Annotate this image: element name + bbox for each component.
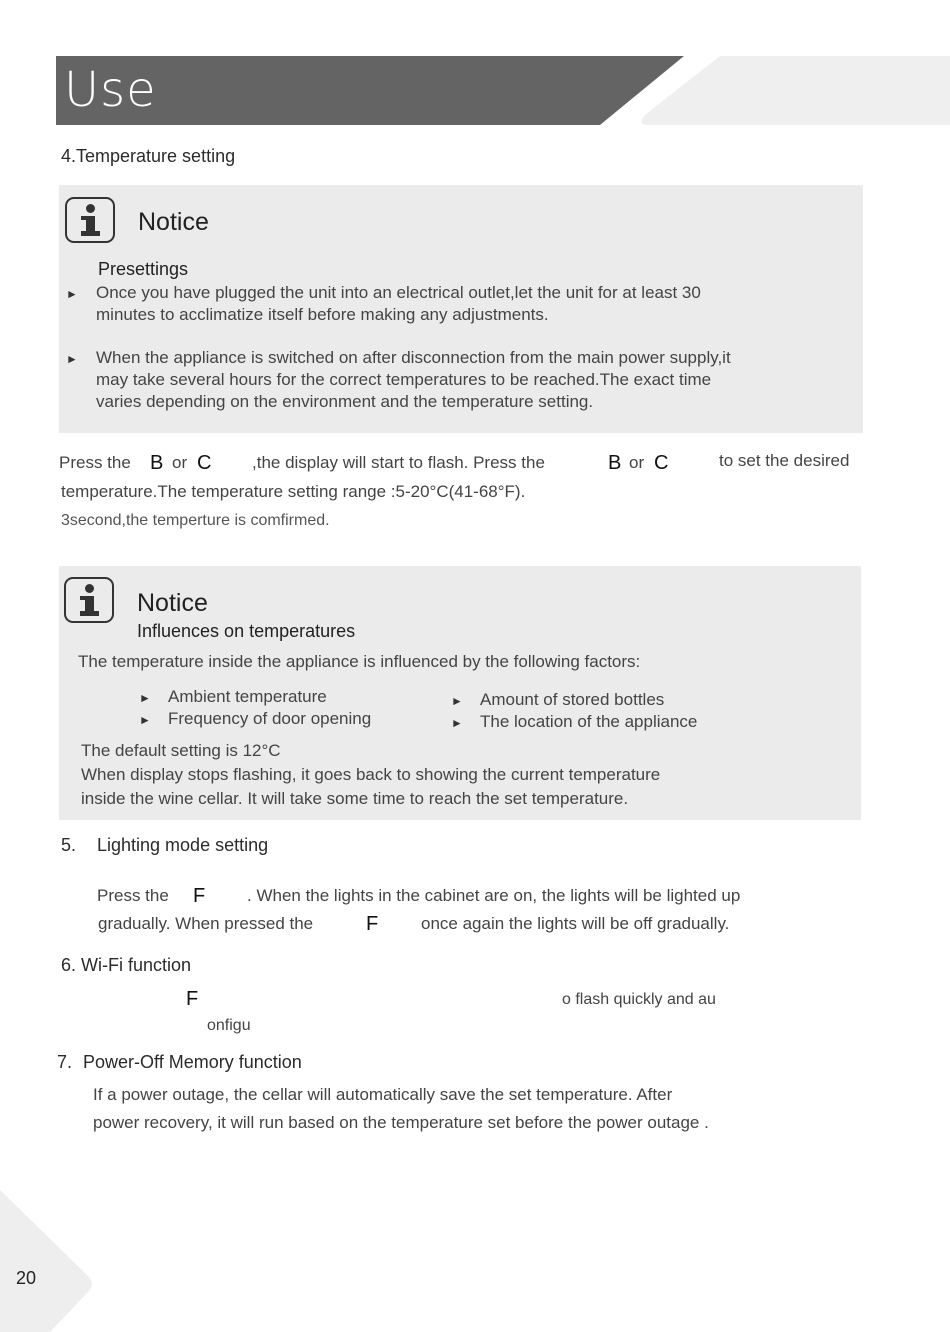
factor-item: Amount of stored bottles [480,690,665,709]
notice-bullet-text: may take several hours for the correct temperatures to be reached.The exact time [96,370,712,389]
notice-bullet-text: varies depending on the environment and the temperature setting. [96,392,594,411]
key-f: F [366,913,379,935]
key-f: F [193,885,206,907]
notice-bullet-text: Once you have plugged the unit into an electrical outlet,let the unit for at least 30 [96,283,701,302]
factor-item: Frequency of door opening [168,709,372,728]
bullet-icon: ► [451,716,463,730]
flash-text: When display stops flashing, it goes back to showing the current temperature [81,765,661,784]
or-text: or [629,453,645,472]
notice-title: Notice [138,208,209,236]
factor-item: The location of the appliance [480,712,698,731]
lighting-text: . When the lights in the cabinet are on, the lights will be lighted up [247,886,741,905]
page-corner-decoration [0,1180,110,1332]
key-c: C [654,452,669,474]
display-text: ,the display will start to flash. Press the [252,453,545,472]
wifi-fragment: o flash quickly and au [562,991,716,1008]
page-number: 20 [16,1268,37,1288]
key-b: B [150,452,164,474]
notice-subtitle: Presettings [98,259,189,279]
default-setting-text: The default setting is 12°C [81,741,281,760]
key-c: C [197,452,212,474]
info-icon [64,577,114,623]
lighting-text: Press the [97,886,169,905]
section-7-heading: Power-Off Memory function [83,1052,302,1072]
flash-text: inside the wine cellar. It will take some time to reach the set temperature. [81,789,629,808]
power-off-text: power recovery, it will run based on the temperature set before the power outage . [93,1113,709,1132]
notice-bullet-text: minutes to acclimatize itself before making any adjustments. [96,305,549,324]
bullet-icon: ► [66,352,78,366]
lighting-text: once again the lights will be off gradually. [421,914,730,933]
key-b: B [608,452,622,474]
info-icon [65,197,115,243]
key-f: F [186,988,199,1010]
notice-bullet-text: When the appliance is switched on after disconnection from the main power supply,it [96,348,731,367]
confirm-text: 3second,the temperture is comfirmed. [61,512,330,529]
range-text: temperature.The temperature setting range :5-20°C(41-68°F). [61,482,526,501]
wifi-fragment: onfigu [207,1017,251,1034]
section-7-number: 7. [57,1052,73,1072]
bullet-icon: ► [66,287,78,301]
factor-item: Ambient temperature [168,687,327,706]
bullet-icon: ► [139,713,151,727]
power-off-text: If a power outage, the cellar will automatically save the set temperature. After [93,1085,673,1104]
set-desired-text: to set the desired [719,451,850,470]
notice-subtitle: Influences on temperatures [137,621,356,641]
or-text: or [172,453,188,472]
section-5-number: 5. [61,835,77,855]
section-6-heading: 6. Wi-Fi function [61,955,192,975]
header-tab [641,56,950,125]
notice-title: Notice [137,589,208,617]
press-text: Press the [59,453,131,472]
bullet-icon: ► [451,694,463,708]
lighting-text: gradually. When pressed the [98,914,314,933]
influence-intro: The temperature inside the appliance is influenced by the following factors: [78,652,641,671]
section-4-heading: 4.Temperature setting [61,146,236,166]
page-title: Use [64,62,157,118]
bullet-icon: ► [139,691,151,705]
section-5-heading: Lighting mode setting [97,835,269,855]
